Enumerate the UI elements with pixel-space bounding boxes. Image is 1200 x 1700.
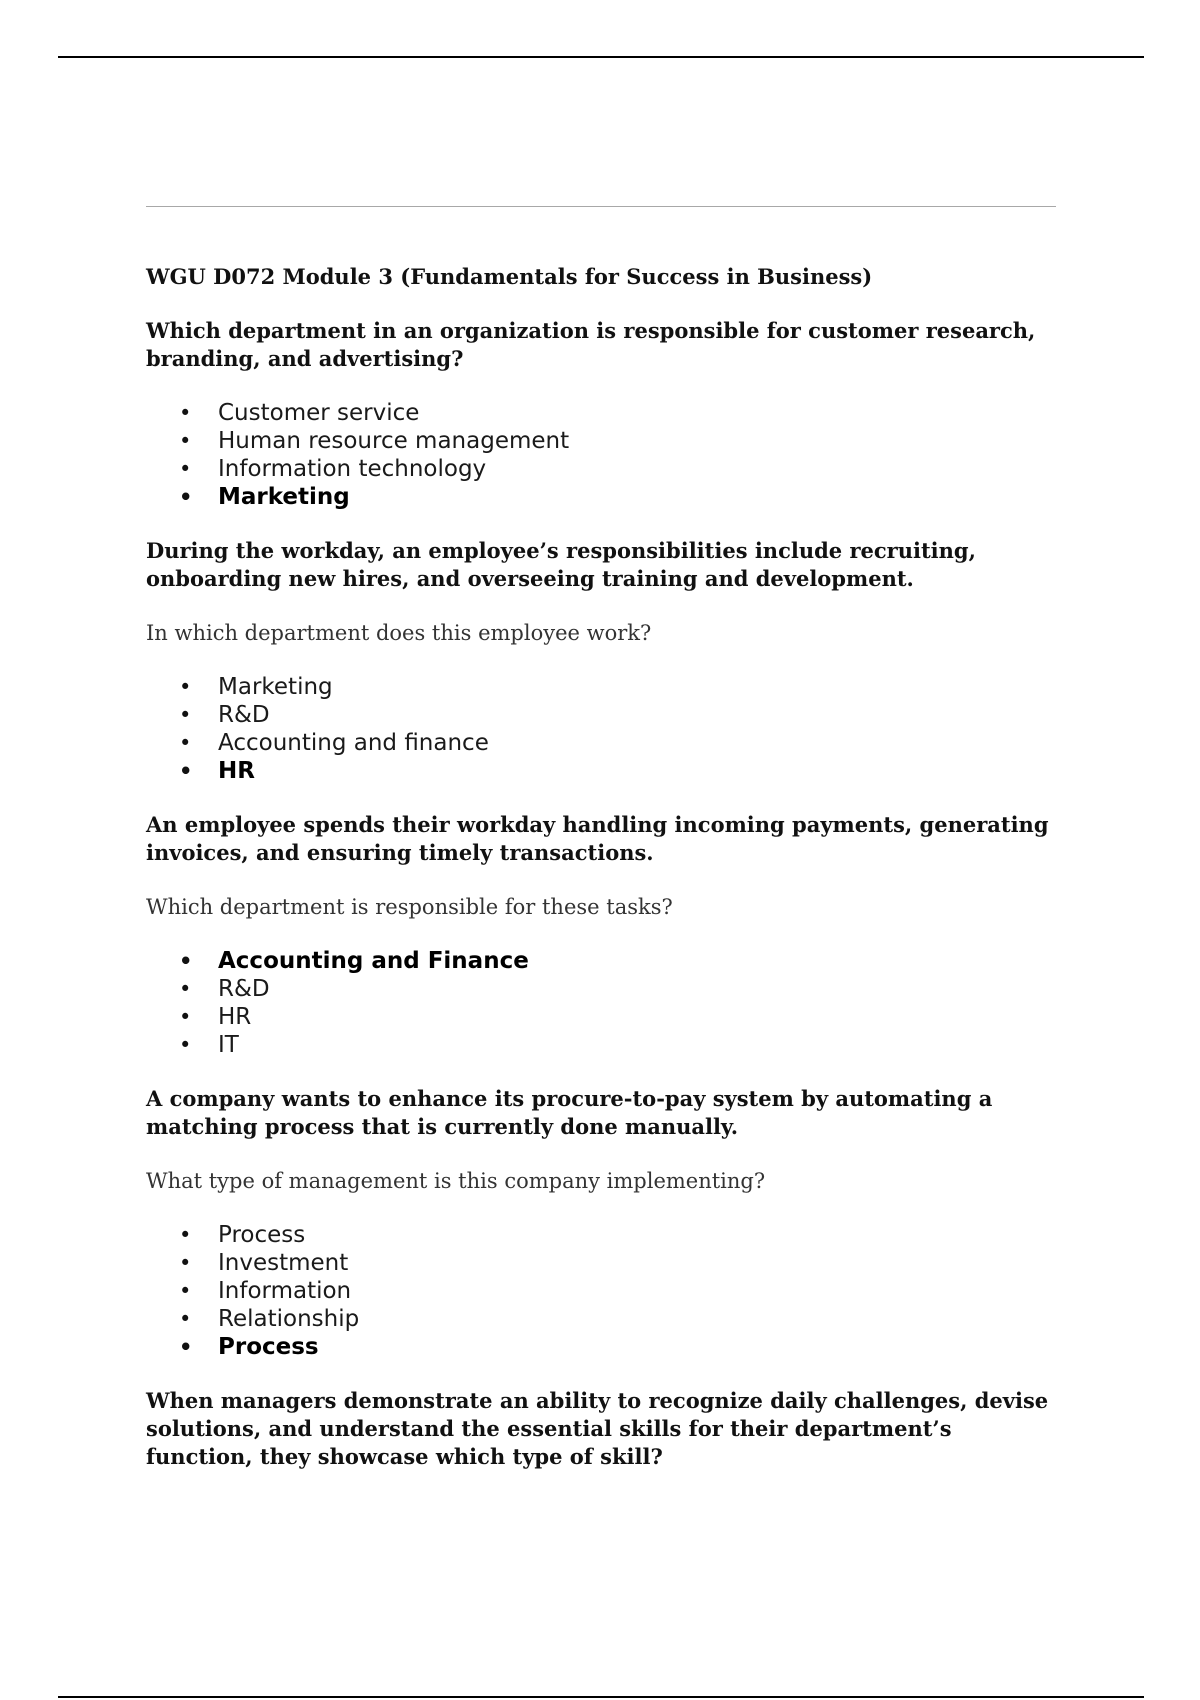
option-item-answer: • HR — [146, 757, 1056, 785]
document-title: WGU D072 Module 3 (Fundamentals for Success in Business) — [146, 264, 873, 289]
option-item: • Information — [146, 1277, 1056, 1305]
option-item: • R&D — [146, 701, 1056, 729]
question-1-options — [146, 399, 1056, 511]
option-item-answer: • Process — [146, 1333, 1056, 1361]
option-item-answer: • Marketing — [146, 483, 1056, 511]
question-5-text: When managers demonstrate an ability to recognize daily challenges, devise solutions, and understand the essential skills for their department’s function, they showcase which type of skill? — [146, 1388, 1049, 1469]
option-item: • Information technology — [146, 455, 1056, 483]
option-item: • Relationship — [146, 1305, 1056, 1333]
option-item: • Human resource management — [146, 427, 1056, 455]
question-4-text: A company wants to enhance its procure-to-pay system by automating a matching process that is currently done manually. — [146, 1086, 993, 1139]
option-item: • Marketing — [146, 673, 1056, 701]
document-body — [146, 206, 1056, 1497]
option-item: • Investment — [146, 1249, 1056, 1277]
question-2-text: During the workday, an employee’s responsibilities include recruiting, onboarding new hires, and overseeing training and development. — [146, 538, 976, 591]
option-item: • IT — [146, 1031, 1056, 1059]
question-3-text: An employee spends their workday handling incoming payments, generating invoices, and ensuring timely transactions. — [146, 812, 1049, 865]
page-bottom-rule — [58, 1696, 1144, 1698]
option-item: • Accounting and finance — [146, 729, 1056, 757]
question-4-options — [146, 1221, 1056, 1361]
option-item: • HR — [146, 1003, 1056, 1031]
question-1-text: Which department in an organization is responsible for customer research, branding, and advertising? — [146, 318, 1036, 371]
option-item-answer: • Accounting and Finance — [146, 947, 1056, 975]
option-item: • Process — [146, 1221, 1056, 1249]
question-2-prompt: In which department does this employee work? — [146, 621, 652, 645]
question-4-prompt: What type of management is this company implementing? — [146, 1169, 766, 1193]
option-item: • R&D — [146, 975, 1056, 1003]
question-2-options — [146, 673, 1056, 785]
page-top-rule — [58, 56, 1144, 58]
question-3-prompt: Which department is responsible for these tasks? — [146, 895, 673, 919]
header-rule — [146, 206, 1056, 207]
option-item: • Customer service — [146, 399, 1056, 427]
question-3-options — [146, 947, 1056, 1059]
